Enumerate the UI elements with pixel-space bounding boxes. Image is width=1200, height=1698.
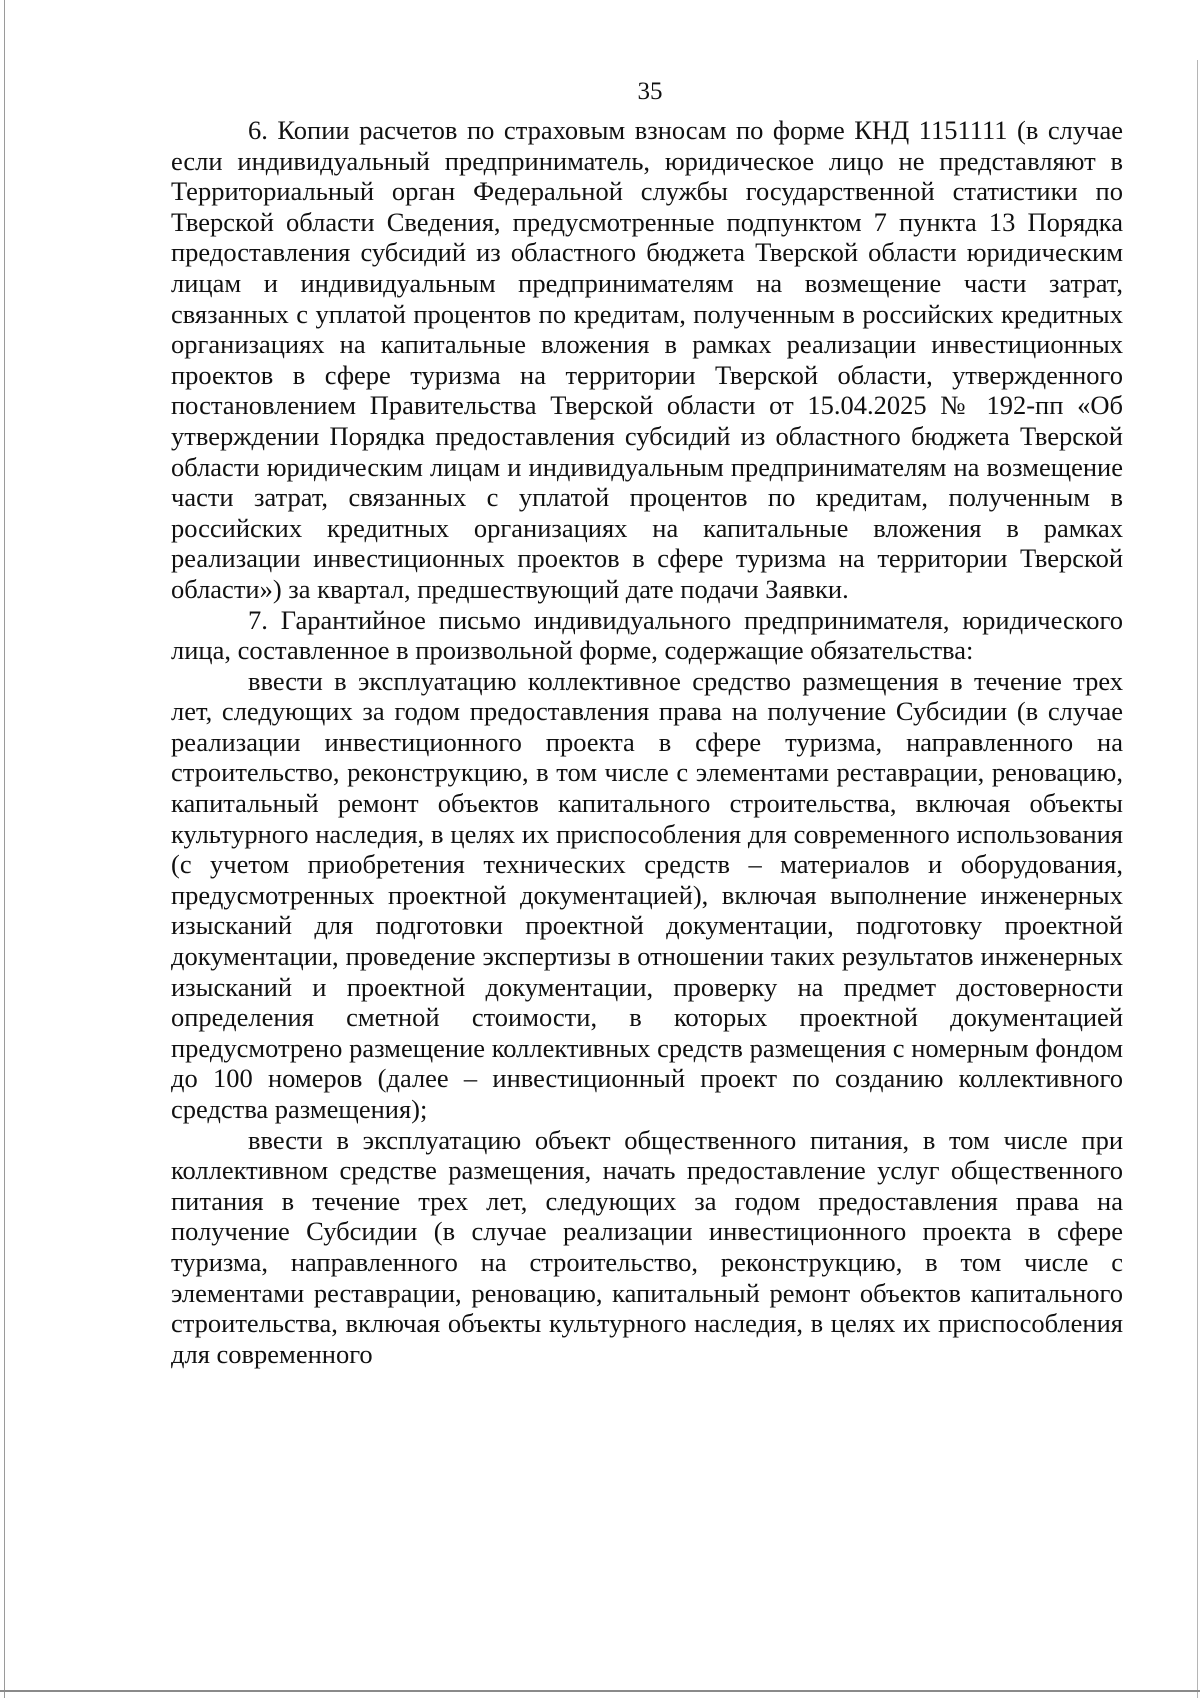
paragraph-obligation-catering: ввести в эксплуатацию объект общественного питания, в том числе при коллективном средстве размещения, начать предоставление услуг общественного питания в течение трех лет, следующих за годом предоставления права на получение Субсидии (в случае реализации инвестиционного проекта в сфере туризма, направленного на строительство, реконструкцию, в том числе с элементами реставрации, реновацию, капитальный ремонт объектов капитального строительства, включая объекты культурного наследия, в целях их приспособления для современного <box>171 1124 1123 1369</box>
paragraph-obligation-accommodation: ввести в эксплуатацию коллективное средство размещения в течение трех лет, следующих за годом предоставления права на получение Субсидии (в случае реализации инвестиционного проекта в сфере туризма, направленного на строительство, реконструкцию, в том числе с элементами реставрации, реновацию, капитальный ремонт объектов капитального строительства, включая объекты культурного наследия, в целях их приспособления для современного использования (с учетом приобретения технических средств – материалов и оборудования, предусмотренных проектной документацией), включая выполнение инженерных изысканий для подготовки проектной документации, подготовку проектной документации, проведение экспертизы в отношении таких результатов инженерных изысканий и проектной документации, проверку на предмет достоверности определения сметной стоимости, в которых проектной документацией предусмотрено размещение коллективных средств размещения с номерным фондом до 100 номеров (далее – инвестиционный проект по созданию коллективного средства размещения); <box>171 665 1123 1124</box>
page-number: 35 <box>637 78 663 105</box>
paragraph-item-7: 7. Гарантийное письмо индивидуального предпринимателя, юридического лица, составленное в произвольной форме, содержащие обязательства: <box>171 604 1123 666</box>
scan-edge-bottom <box>0 1690 1200 1692</box>
paragraph-item-6: 6. Копии расчетов по страховым взносам по форме КНД 1151111 (в случае если индивидуальный предприниматель, юридическое лицо не представляют в Территориальный орган Федеральной службы государственной статистики по Тверской области Сведения, предусмотренные подпунктом 7 пункта 13 Порядка предоставления субсидий из областного бюджета Тверской области юридическим лицам и индивидуальным предпринимателям на возмещение части затрат, связанных с уплатой процентов по кредитам, полученным в российских кредитных организациях на капитальные вложения в рамках реализации инвестиционных проектов в сфере туризма на территории Тверской области, утвержденного постановлением Правительства Тверской области от 15.04.2025 № 192-пп «Об утверждении Порядка предоставления субсидий из областного бюджета Тверской области юридическим лицам и индивидуальным предпринимателям на возмещение части затрат, связанных с уплатой процентов по кредитам, полученным в российских кредитных организациях на капитальные вложения в рамках реализации инвестиционных проектов в сфере туризма на территории Тверской области») за квартал, предшествующий дате подачи Заявки. <box>171 115 1123 604</box>
scan-edge-right <box>1197 60 1198 1698</box>
scan-edge-left <box>4 0 5 1698</box>
document-body <box>171 115 1123 1369</box>
